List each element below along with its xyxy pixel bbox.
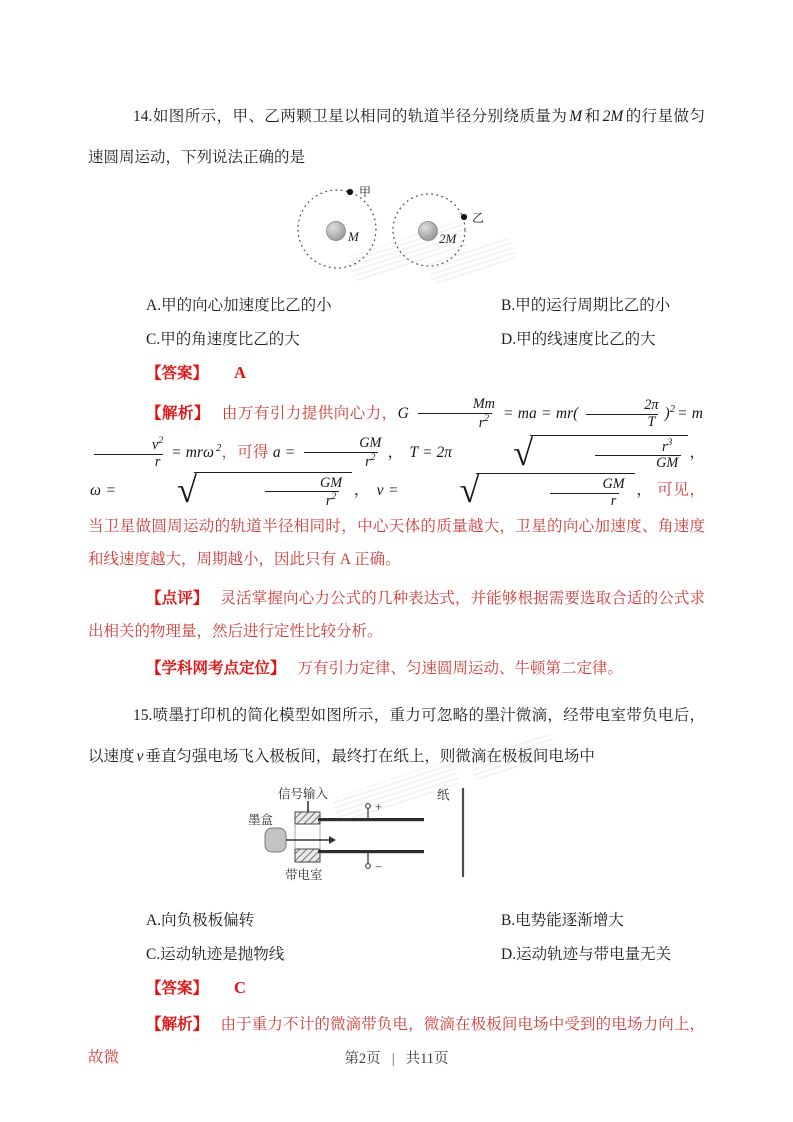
q14-var-2m: 2M	[602, 108, 624, 125]
q15-option-c: C.运动轨迹是抛物线	[146, 946, 285, 964]
q15-answer: C	[234, 978, 246, 998]
ink-box-label: 墨盒	[248, 813, 274, 828]
q14-options	[88, 295, 705, 350]
plate-top	[318, 818, 424, 821]
q14-analysis-intro: 由万有引力提供向心力，	[221, 405, 398, 423]
q14-stem-mid: 和	[584, 108, 601, 125]
planet-right	[419, 222, 438, 241]
comment-label: 【点评】	[146, 590, 209, 608]
q15-stem	[88, 695, 705, 777]
satellite-jia-label: 甲	[359, 185, 372, 199]
kaodian-label: 【学科网考点定位】	[146, 660, 286, 678]
q15-option-b: B.电势能逐渐增大	[501, 912, 624, 930]
charging-chamber-bottom	[295, 849, 320, 862]
planet-left	[327, 222, 346, 241]
formula-v: v = √ $\frac{GM}{r}$	[375, 482, 636, 499]
plus-terminal-label: +	[375, 800, 383, 815]
q14-kaodian	[88, 652, 705, 685]
q14-answer: A	[234, 363, 246, 382]
plate-bottom	[318, 850, 424, 853]
q14-var-m: M	[569, 108, 583, 125]
q15-options	[88, 910, 705, 965]
footer-separator: |	[391, 1051, 395, 1067]
planet-left-label: M	[348, 229, 359, 244]
footer-page-number: 第2页	[344, 1051, 381, 1067]
satellite-yi-label: 乙	[472, 211, 485, 225]
q14-analysis-kede: ，可得	[221, 444, 269, 462]
formula-a: a = $\frac{GM}{r^2}$	[272, 435, 382, 470]
q15-option-d: D.运动轨迹与带电量无关	[501, 946, 672, 964]
plus-terminal-node	[366, 804, 371, 809]
q14-option-c: C.甲的角速度比乙的大	[146, 331, 300, 348]
page-footer	[0, 1047, 793, 1068]
q15-answer-line	[88, 977, 705, 1000]
satellite-jia-dot	[347, 189, 353, 195]
formula-centripetal-chain: G $\frac{Mm}{r^2}$ = ma = mr( $\frac{2\pi}{T}$ )$^2$ = m $\frac{v^2}{r}$ = mrω $^2$	[88, 405, 705, 461]
q14-stem	[88, 96, 705, 178]
minus-terminal-node	[366, 864, 371, 869]
formula-t: T = 2π √ $\frac{r^3}{GM}$	[408, 444, 690, 461]
q15-stem-text: 15.喷墨打印机的简化模型如图所示，重力可忽略的墨汁微滴，经带电室带负电后，以速度	[88, 707, 705, 766]
q15-var-v: v	[136, 748, 144, 766]
printer-diagram	[238, 783, 488, 891]
answer-label: 【答案】	[146, 980, 209, 998]
signal-input-label: 信号输入	[278, 787, 329, 802]
q14-answer-line	[88, 362, 705, 385]
q14-option-d: D.甲的线速度比乙的大	[501, 331, 656, 348]
q15-option-a: A.向负极板偏转	[146, 912, 255, 930]
q14-kaodian-text: 万有引力定律、匀速圆周运动、牛顿第二定律。	[297, 660, 624, 678]
orbit-diagram	[293, 184, 508, 276]
q14-stem-text: 14.如图所示，甲、乙两颗卫星以相同的轨道半径分别绕质量为	[133, 108, 568, 125]
q14-option-b: B.甲的运行周期比乙的小	[501, 297, 671, 314]
q14-figure-orbits	[293, 184, 705, 281]
q14-analysis: 【解析】 由万有引力提供向心力，G $\frac{Mm}{r^2}$ = ma = mr( $\frac{2\pi}{T}$ )$^2$ = m $\frac{v^2}{r}$ = mrω $^2$，可得 a = $\frac{GM}{r^2}$ ， T = 2π √ $\frac{r^3}{GM}$ ， ω = √ $\frac{GM}{r^2}$ ， v = √ $\frac{GM}{r}$ ， 可见，当卫星做圆周运动的轨道半径相同时，中心天体的质量越大，卫星的向心加速度、角速度和线速度越大，周期越小，因此只有 A 正确。	[88, 396, 706, 569]
planet-right-label: 2M	[439, 231, 457, 246]
satellite-yi-dot	[461, 214, 467, 220]
q14-comment	[88, 582, 705, 648]
formula-omega: ω = √ $\frac{GM}{r^2}$	[88, 482, 353, 499]
paper-label: 纸	[437, 788, 450, 803]
footer-total-pages: 共11页	[405, 1051, 449, 1067]
q15-figure-printer	[238, 783, 705, 896]
ink-cartridge	[265, 828, 286, 852]
q14-comment-text: 灵活掌握向心力公式的几种表达式，并能够根据需要选取合适的公式求出相关的物理量，然后进行定性比较分析。	[88, 590, 705, 641]
analysis-label: 【解析】	[146, 405, 210, 423]
q14-option-a: A.甲的向心加速度比乙的小	[146, 297, 332, 314]
q15-analysis-text: 由于重力不计的微滴带负电，微滴在极板间电场中受到的电场力向上，故微	[88, 1016, 705, 1067]
charging-chamber-top	[295, 812, 320, 824]
q15-stem-post: 垂直匀强电场飞入极板间，最终打在纸上，则微滴在极板间电场中	[145, 748, 595, 766]
analysis-label: 【解析】	[146, 1016, 209, 1034]
q14-analysis-conclusion: 可见，当卫星做圆周运动的轨道半径相同时，中心天体的质量越大，卫星的向心加速度、角速度和线速度越大，周期越小，因此只有 A 正确。	[88, 481, 706, 569]
minus-terminal-label: −	[375, 860, 383, 875]
charging-chamber-label: 带电室	[285, 868, 323, 883]
answer-label: 【答案】	[146, 365, 209, 382]
q14-stem-post: 的行星做匀速圆周运动，下列说法正确的是	[88, 108, 705, 166]
droplet-beam-arrowhead	[329, 836, 336, 844]
